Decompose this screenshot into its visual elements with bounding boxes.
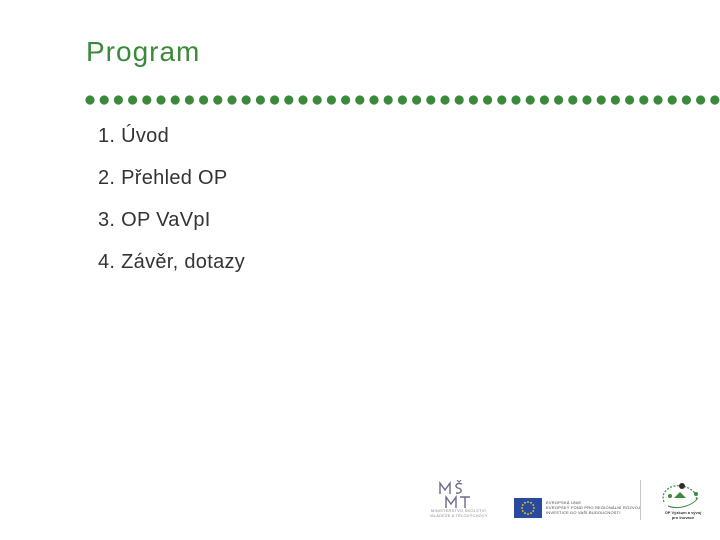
- eu-star-icon: [530, 502, 532, 504]
- divider-dot: [668, 95, 677, 104]
- divider-dot: [639, 95, 648, 104]
- logo-separator: [640, 480, 641, 520]
- divider-dot: [142, 95, 151, 104]
- divider-dot: [398, 95, 407, 104]
- divider-dot: [426, 95, 435, 104]
- divider-dot: [114, 95, 123, 104]
- eu-star-icon: [521, 507, 523, 509]
- op-vavpi-logo-text: [654, 510, 712, 520]
- agenda-item: 4. Závěr, dotazy: [98, 251, 246, 273]
- divider-dot: [540, 95, 549, 104]
- divider-dot: [270, 95, 279, 104]
- op-text-line: OP Výzkum a vývoj: [664, 510, 702, 515]
- divider-dot: [611, 95, 620, 104]
- divider-dot: [298, 95, 307, 104]
- agenda-item: 1. Úvod: [98, 125, 170, 147]
- divider-dot: [171, 95, 180, 104]
- divider-dot: [526, 95, 535, 104]
- msmt-logo: [418, 476, 498, 528]
- divider-dot: [85, 95, 94, 104]
- divider-dot: [597, 95, 606, 104]
- eu-star-icon: [533, 507, 535, 509]
- divider-dot: [412, 95, 421, 104]
- eu-star-icon: [522, 510, 524, 512]
- divider-dot: [100, 95, 109, 104]
- eu-text-line: EVROPSKÁ UNIE: [546, 500, 582, 505]
- msmt-logo-mark: [436, 480, 476, 510]
- divider-dot: [341, 95, 350, 104]
- divider-dot: [227, 95, 236, 104]
- divider-dot: [696, 95, 705, 104]
- msmt-text-line: MINISTERSTVO ŠKOLSTVÍ,: [430, 508, 488, 513]
- eu-star-icon: [532, 510, 534, 512]
- divider-dot: [284, 95, 293, 104]
- agenda-item: 2. Přehled OP: [98, 167, 228, 189]
- eu-star-icon: [524, 502, 526, 504]
- divider-dot: [682, 95, 691, 104]
- divider-dot: [313, 95, 322, 104]
- eu-flag-icon: [514, 498, 542, 518]
- eu-star-icon: [524, 512, 526, 514]
- slide-title: Program: [86, 36, 201, 67]
- divider-dot: [710, 95, 719, 104]
- divider-dot: [384, 95, 393, 104]
- op-vavpi-logo-mark: [656, 480, 706, 510]
- divider-dot: [554, 95, 563, 104]
- op-vavpi-logo: [652, 480, 712, 526]
- divider-dot: [469, 95, 478, 104]
- eu-logo-text: [546, 500, 641, 515]
- eu-star-icon: [522, 504, 524, 506]
- divider-dot: [497, 95, 506, 104]
- divider-dot: [156, 95, 165, 104]
- divider-dot: [199, 95, 208, 104]
- eu-text-line: INVESTICE DO VAŠÍ BUDOUCNOSTI: [546, 510, 621, 515]
- msmt-text-line: MLÁDEŽE A TĚLOVÝCHOVY: [430, 513, 488, 518]
- eu-text-line: EVROPSKÝ FOND PRO REGIONÁLNÍ ROZVOJ: [546, 505, 641, 510]
- divider-dot: [582, 95, 591, 104]
- divider-dot: [355, 95, 364, 104]
- divider-dot: [440, 95, 449, 104]
- divider-dot: [369, 95, 378, 104]
- eu-star-icon: [527, 513, 529, 515]
- divider-dot: [455, 95, 464, 104]
- msmt-logo-text: [420, 508, 498, 518]
- divider-dot: [242, 95, 251, 104]
- divider-dot: [213, 95, 222, 104]
- eu-logo: [514, 496, 641, 522]
- agenda-item: 3. OP VaVpI: [98, 209, 211, 231]
- eu-star-icon: [530, 512, 532, 514]
- agenda-list: [98, 124, 245, 292]
- eu-star-icon: [532, 504, 534, 506]
- divider-dot: [256, 95, 265, 104]
- divider-dot: [653, 95, 662, 104]
- divider-dot: [568, 95, 577, 104]
- divider-dot: [625, 95, 634, 104]
- eu-star-icon: [527, 501, 529, 503]
- dotted-divider: [84, 94, 720, 106]
- divider-dot: [511, 95, 520, 104]
- divider-dot: [128, 95, 137, 104]
- divider-dot: [185, 95, 194, 104]
- op-text-line: pro inovace: [671, 515, 695, 520]
- divider-dot: [483, 95, 492, 104]
- footer-logos: [418, 476, 720, 540]
- divider-dot: [327, 95, 336, 104]
